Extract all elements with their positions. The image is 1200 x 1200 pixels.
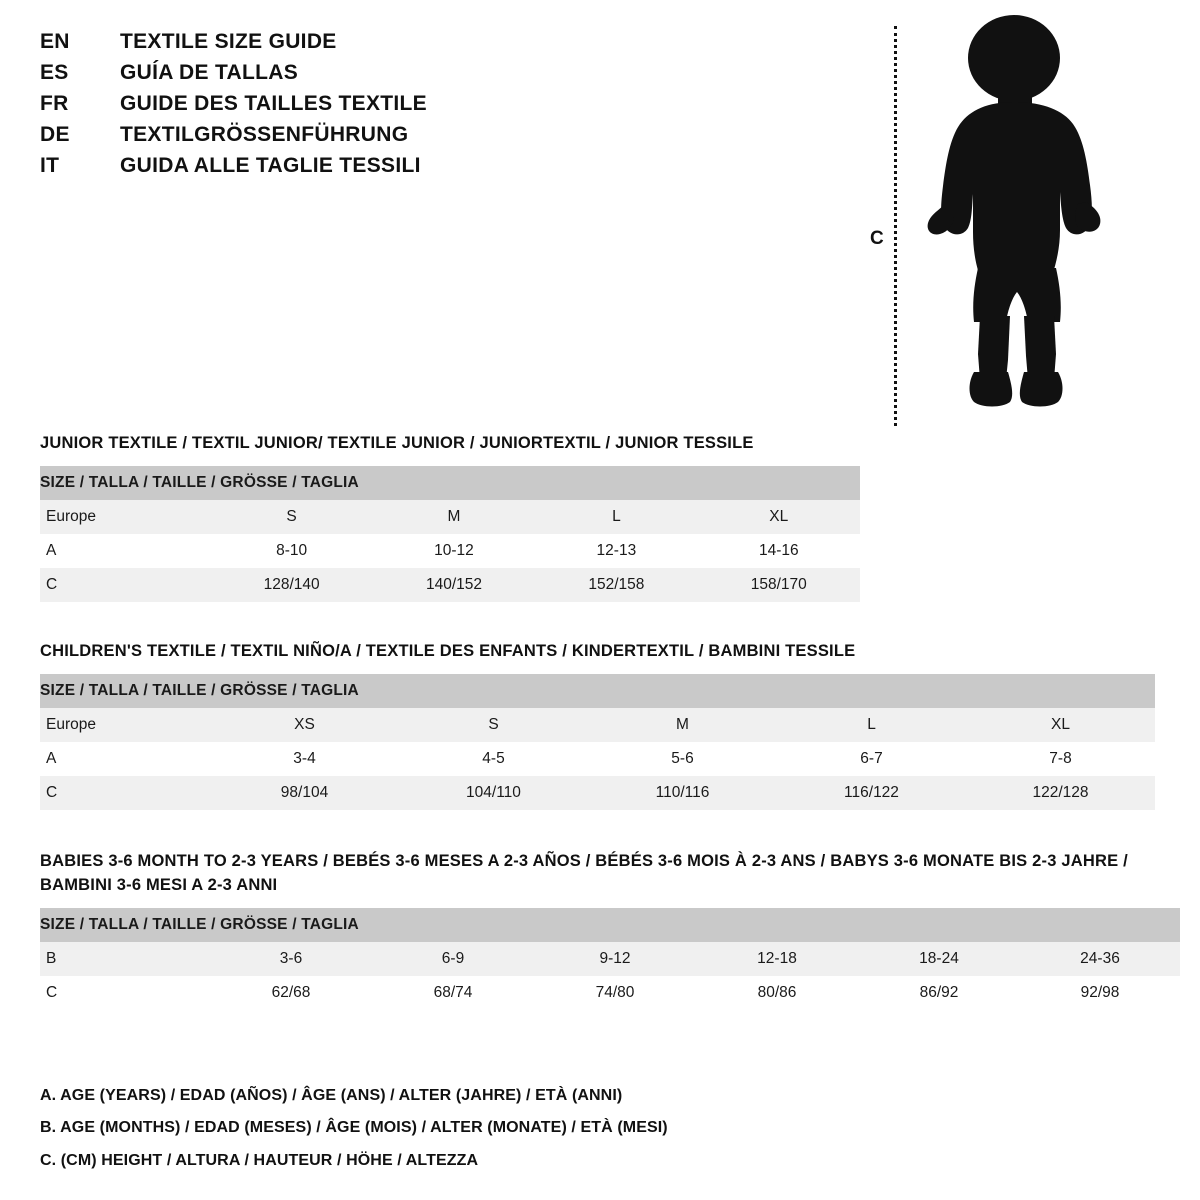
title-lang-fr: FR [40,92,69,115]
cell: 12-13 [535,534,697,568]
table-band-row [40,674,1155,708]
cell: L [535,500,697,534]
cell: 74/80 [534,976,696,1010]
title-text-de: TEXTILGRÖSSENFÜHRUNG [120,123,409,146]
cell: 86/92 [858,976,1020,1010]
height-dashed-line [894,26,897,426]
cell: 122/128 [966,776,1155,810]
cell: 104/110 [399,776,588,810]
row-label: Europe [40,708,210,742]
title-text-fr: GUIDE DES TAILLES TEXTILE [120,92,427,115]
table-row [40,742,1155,776]
section-junior-title: JUNIOR TEXTILE / TEXTIL JUNIOR/ TEXTILE JUNIOR / JUNIORTEXTIL / JUNIOR TESSILE [40,434,754,452]
table-row [40,568,860,602]
cell: 92/98 [1020,976,1180,1010]
row-label: C [40,976,210,1010]
title-lang-de: DE [40,123,70,146]
cell: XL [698,500,860,534]
cell: 62/68 [210,976,372,1010]
title-text-it: GUIDA ALLE TAGLIE TESSILI [120,154,421,177]
table-row [40,534,860,568]
cell: L [777,708,966,742]
cell: 128/140 [210,568,372,602]
cell: 8-10 [210,534,372,568]
cell: 158/170 [698,568,860,602]
cell: 10-12 [373,534,535,568]
cell: 110/116 [588,776,777,810]
cell: 140/152 [373,568,535,602]
footnotes [40,1080,1140,1178]
cell: M [588,708,777,742]
cell: S [399,708,588,742]
cell: S [210,500,372,534]
cell: 14-16 [698,534,860,568]
title-lang-en: EN [40,30,70,53]
cell: 24-36 [1020,942,1180,976]
cell: 152/158 [535,568,697,602]
row-label: C [40,776,210,810]
table-row [40,708,1155,742]
cell: 4-5 [399,742,588,776]
section-junior [40,432,1160,602]
cell: 68/74 [372,976,534,1010]
cell: 5-6 [588,742,777,776]
section-babies-title: BABIES 3-6 MONTH TO 2-3 YEARS / BEBÉS 3-6 MESES A 2-3 AÑOS / BÉBÉS 3-6 MOIS À 2-3 ANS / BABYS 3-6 MONATE BIS 2-3 JAHRE / BAMBINI 3-6 MESI A 2-3 ANNI [40,852,1128,894]
row-label: A [40,534,210,568]
cell: 12-18 [696,942,858,976]
table-row [40,776,1155,810]
cell: 98/104 [210,776,399,810]
cell: 6-7 [777,742,966,776]
table-band-row [40,908,1180,942]
title-row-fr [40,92,640,123]
children-size-table [40,674,1155,810]
title-row-en [40,30,640,61]
junior-size-table [40,466,860,602]
title-text-es: GUÍA DE TALLAS [120,61,299,84]
junior-band-label: SIZE / TALLA / TAILLE / GRÖSSE / TAGLIA [40,466,860,500]
footnote-b: B. AGE (MONTHS) / EDAD (MESES) / ÂGE (MOIS) / ALTER (MONATE) / ETÀ (MESI) [40,1119,668,1137]
table-row [40,942,1180,976]
title-row-de [40,123,640,154]
cell: 3-6 [210,942,372,976]
table-row [40,500,860,534]
row-label: C [40,568,210,602]
measurement-figure [870,10,1130,430]
cell: 18-24 [858,942,1020,976]
title-lang-it: IT [40,154,60,177]
footnote-c: C. (CM) HEIGHT / ALTURA / HAUTEUR / HÖHE / ALTEZZA [40,1152,479,1170]
babies-size-table [40,908,1180,1010]
title-lang-es: ES [40,61,69,84]
row-label: B [40,942,210,976]
cell: XL [966,708,1155,742]
title-text-en: TEXTILE SIZE GUIDE [120,30,337,53]
table-row [40,976,1180,1010]
row-label: Europe [40,500,210,534]
cell: M [373,500,535,534]
table-band-row [40,466,860,500]
babies-band-label: SIZE / TALLA / TAILLE / GRÖSSE / TAGLIA [40,908,1180,942]
cell: 80/86 [696,976,858,1010]
footnote-a: A. AGE (YEARS) / EDAD (AÑOS) / ÂGE (ANS) / ALTER (JAHRE) / ETÀ (ANNI) [40,1086,623,1104]
figure-measure-label: C [870,228,884,249]
cell: 3-4 [210,742,399,776]
section-children-title: CHILDREN'S TEXTILE / TEXTIL NIÑO/A / TEXTILE DES ENFANTS / KINDERTEXTIL / BAMBINI TESSILE [40,642,856,660]
cell: 6-9 [372,942,534,976]
cell: 116/122 [777,776,966,810]
title-block [40,30,640,185]
cell: 9-12 [534,942,696,976]
title-row-it [40,154,640,185]
cell: XS [210,708,399,742]
child-silhouette-icon [910,10,1120,420]
section-children [40,640,1160,810]
section-babies [40,850,1160,1010]
row-label: A [40,742,210,776]
children-band-label: SIZE / TALLA / TAILLE / GRÖSSE / TAGLIA [40,674,1155,708]
cell: 7-8 [966,742,1155,776]
title-row-es [40,61,640,92]
